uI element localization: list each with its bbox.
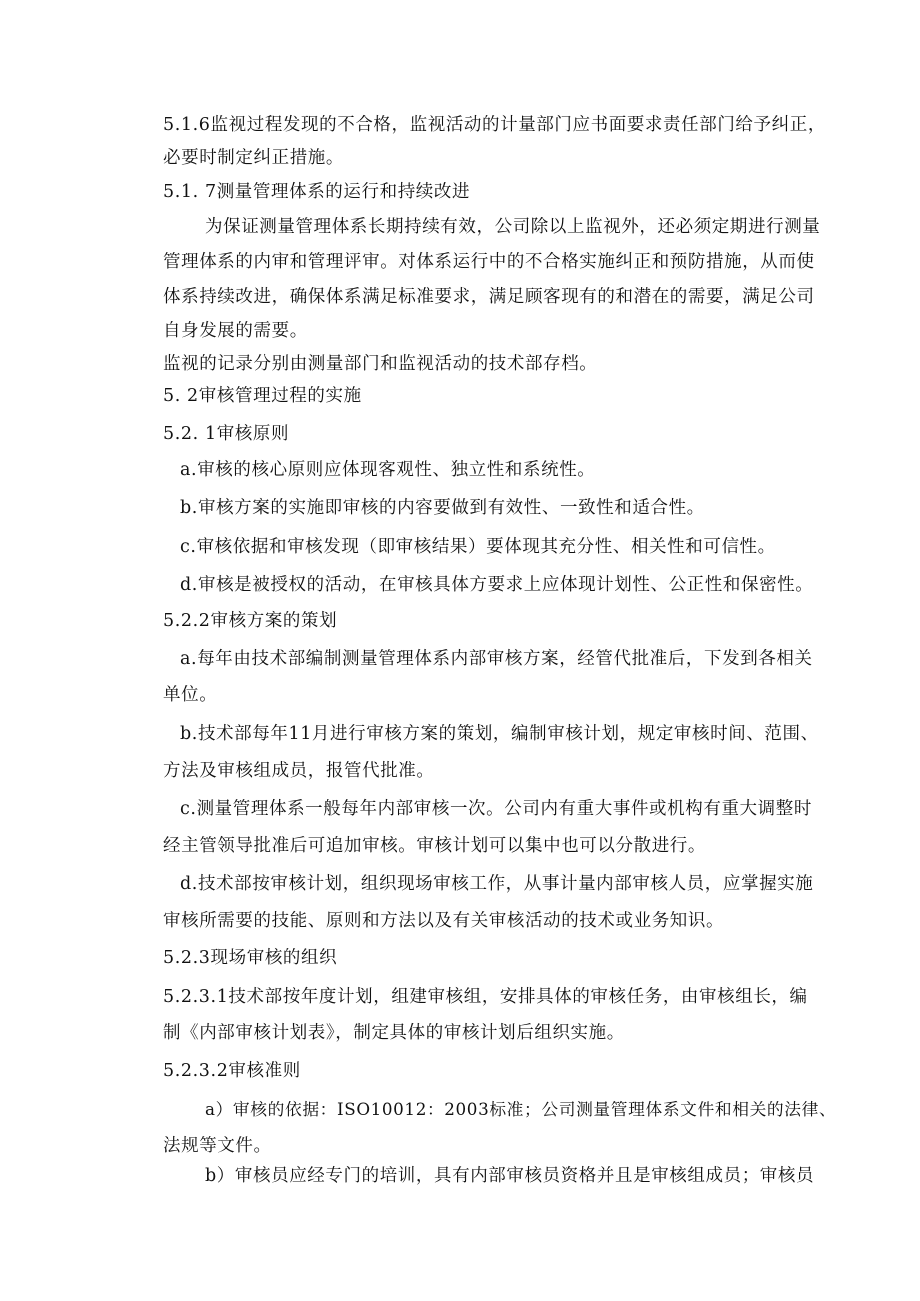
list-item: a）审核的依据：ISO10012：2003标准；公司测量管理体系文件和相关的法律、 xyxy=(205,1099,837,1119)
list-item: a.审核的核心原则应体现客观性、独立性和系统性。 xyxy=(180,460,596,480)
heading-5-2-2: 5.2.2审核方案的策划 xyxy=(163,611,338,631)
list-item-cont: 法规等文件。 xyxy=(163,1136,272,1156)
paragraph-5-2-3-1-cont: 制《内部审核计划表》，制定具体的审核计划后组织实施。 xyxy=(163,1023,625,1043)
list-item: b）审核员应经专门的培训，具有内部审核员资格并且是审核组成员；审核员 xyxy=(205,1166,815,1186)
list-item: b.技术部每年11月进行审核方案的策划，编制审核计划，规定审核时间、范围、 xyxy=(180,724,819,744)
heading-5-1-7: 5.1. 7测量管理体系的运行和持续改进 xyxy=(163,182,471,202)
paragraph-5-1-6: 5.1.6监视过程发现的不合格，监视活动的计量部门应书面要求责任部门给予纠正， xyxy=(163,115,826,135)
list-item-cont: 方法及审核组成员，报管代批准。 xyxy=(163,761,435,781)
heading-5-2-3-2: 5.2.3.2审核准则 xyxy=(163,1061,301,1081)
list-item: a.每年由技术部编制测量管理体系内部审核方案，经管代批准后，下发到各相关 xyxy=(180,649,813,669)
heading-5-2-3: 5.2.3现场审核的组织 xyxy=(163,948,338,968)
list-item: b.审核方案的实施即审核的内容要做到有效性、一致性和适合性。 xyxy=(180,498,705,518)
paragraph-text: 自身发展的需要。 xyxy=(163,321,308,341)
heading-5-2-1: 5.2. 1审核原则 xyxy=(163,424,290,444)
list-item: c.测量管理体系一般每年内部审核一次。公司内有重大事件或机构有重大调整时 xyxy=(180,799,812,819)
list-item: d.审核是被授权的活动，在审核具体方要求上应体现计划性、公正性和保密性。 xyxy=(180,575,814,595)
heading-5-2: 5. 2审核管理过程的实施 xyxy=(163,386,362,406)
paragraph-5-1-6-cont: 必要时制定纠正措施。 xyxy=(163,148,344,168)
paragraph-text: 管理体系的内审和管理评审。对体系运行中的不合格实施纠正和预防措施，从而使 xyxy=(163,252,815,272)
list-item-cont: 经主管领导批准后可追加审核。审核计划可以集中也可以分散进行。 xyxy=(163,836,706,856)
list-item: c.审核依据和审核发现（即审核结果）要体现其充分性、相关性和可信性。 xyxy=(180,537,776,557)
list-item: d.技术部按审核计划，组织现场审核工作，从事计量内部审核人员，应掌握实施 xyxy=(180,874,814,894)
list-item-cont: 审核所需要的技能、原则和方法以及有关审核活动的技术或业务知识。 xyxy=(163,911,725,931)
list-item-cont: 单位。 xyxy=(163,685,218,705)
paragraph-5-2-3-1: 5.2.3.1技术部按年度计划，组建审核组，安排具体的审核任务，由审核组长，编 xyxy=(163,987,808,1007)
paragraph-text: 体系持续改进，确保体系满足标准要求，满足顾客现有的和潜在的需要，满足公司 xyxy=(163,287,815,307)
paragraph-text: 为保证测量管理体系长期持续有效，公司除以上监视外，还必须定期进行测量 xyxy=(205,217,821,237)
paragraph-text: 监视的记录分别由测量部门和监视活动的技术部存档。 xyxy=(163,354,598,374)
